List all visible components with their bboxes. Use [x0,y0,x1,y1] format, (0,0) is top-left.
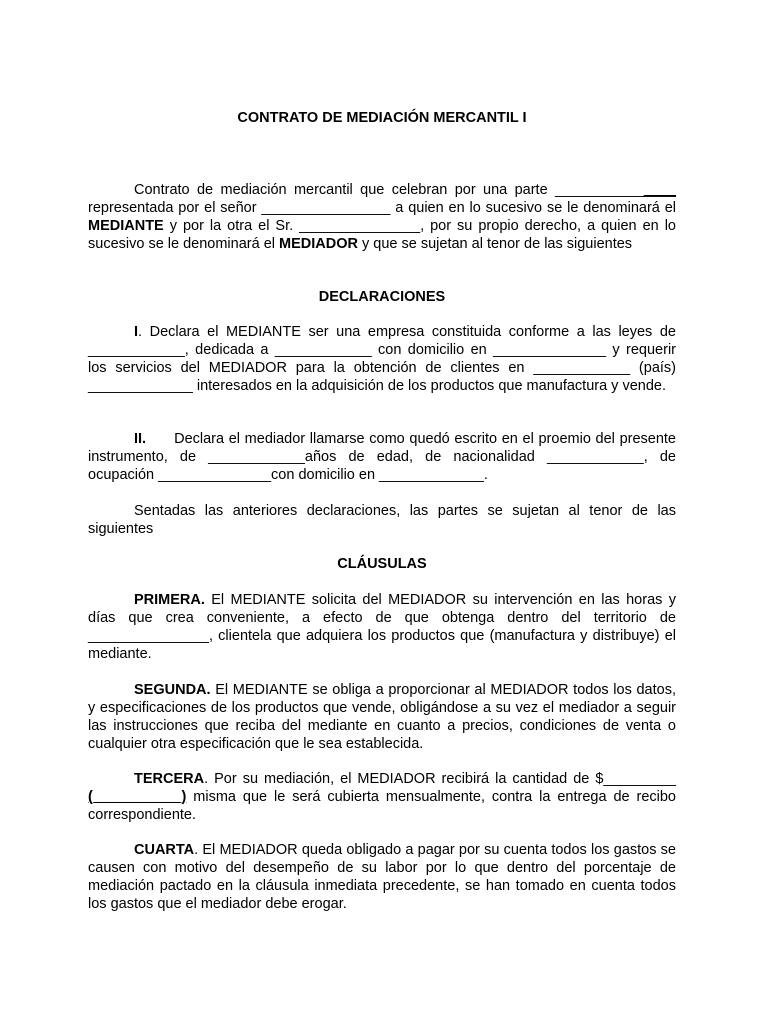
declaraciones-heading: DECLARACIONES [318,289,446,305]
clausulas-heading: CLÁUSULAS [337,556,427,572]
declaracion-i: I. Declara el MEDIANTE ser una empresa constituida conforme a las leyes de ____________, dedicada a ____________ con domicilio en ______________ y requerir los servicios del MEDIADOR para la obtención de clientes en ____________ (país) _____________ interesados en la adquisición de los productos que manufactura y vende. [88,324,676,395]
document-title: CONTRATO DE MEDIACIÓN MERCANTIL I [237,110,527,126]
clausula-cuarta: CUARTA. El MEDIADOR queda obligado a pagar por su cuenta todos los gastos se causen con motivo del desempeño de su labor por lo que dentro del porcentaje de mediación pactado en la cláusula inmediata precedente, se han tomado en cuenta todos los gastos que el mediador debe erogar. [88,842,676,913]
clausula-segunda: SEGUNDA. El MEDIANTE se obliga a proporcionar al MEDIADOR todos los datos, y especificaciones de los productos que vende, obligándose a su vez el mediador a seguir las instrucciones que reciba del mediante en cuanto a precios, condiciones de venta o cualquier otra especificación que le sea establecida. [88,682,676,753]
declaracion-ii: II. Declara el mediador llamarse como quedó escrito en el proemio del presente instrumento, de ____________años de edad, de nacionalidad ____________, de ocupación ______________con domicilio en _____________. [88,431,681,484]
intro-paragraph: Contrato de mediación mercantil que celebran por una parte _______________ representada por el señor ________________ a quien en lo sucesivo se le denominará el MEDIANTE y por la otra el Sr. _______________, por su propio derecho, a quien en lo sucesivo se le denominará el MEDIADOR y que se sujetan al tenor de las siguientes [88,182,676,253]
clausula-tercera: TERCERA. Por su mediación, el MEDIADOR recibirá la cantidad de $_________ (___________) misma que le será cubierta mensualmente, contra la entrega de recibo correspondiente. [88,771,676,824]
clausula-primera: PRIMERA. El MEDIANTE solicita del MEDIADOR su intervención en las horas y días que crea conveniente, a efecto de que obtenga dentro del territorio de _______________, clientela que adquiera los productos que (manufactura y distribuye) el mediante. [88,592,676,663]
sentadas-paragraph: Sentadas las anteriores declaraciones, las partes se sujetan al tenor de las siguientes [88,503,676,538]
